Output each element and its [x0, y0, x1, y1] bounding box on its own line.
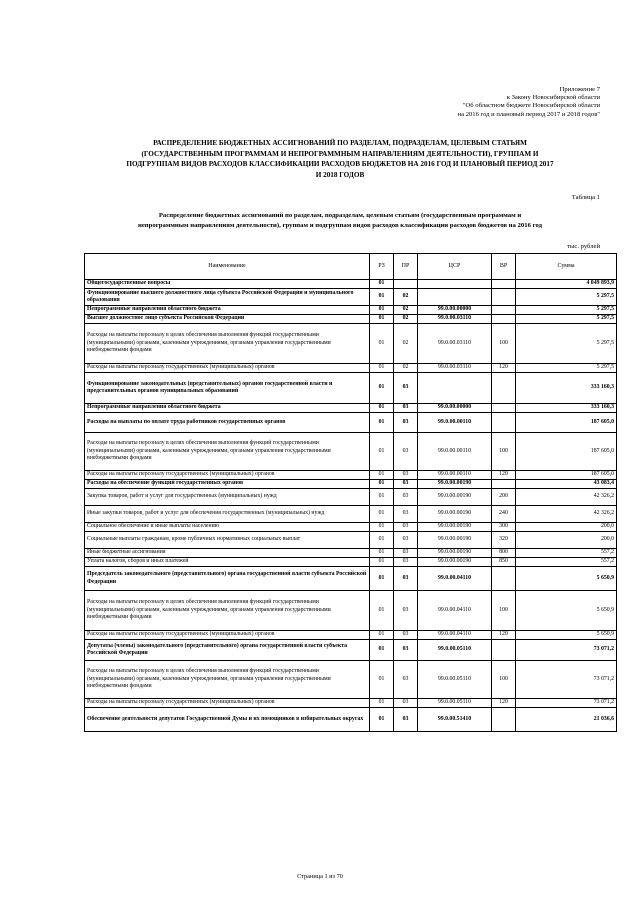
- cell-vr: [492, 404, 516, 413]
- cell-pr: 03: [394, 591, 418, 631]
- cell-name: Социальное обеспечение и иные выплаты населению: [85, 523, 370, 532]
- cell-pr: 03: [394, 471, 418, 480]
- cell-csr: 99.0.00.04110: [418, 631, 492, 640]
- cell-sum: 333 160,3: [516, 404, 617, 413]
- cell-pr: 03: [394, 567, 418, 591]
- table-row: [85, 364, 617, 373]
- table-row: [85, 489, 617, 506]
- cell-vr: 320: [492, 532, 516, 549]
- cell-csr: 99.0.00.00110: [418, 471, 492, 480]
- table-row: [85, 324, 617, 364]
- table-row: [85, 480, 617, 489]
- cell-rz: 01: [370, 558, 394, 567]
- cell-rz: 01: [370, 532, 394, 549]
- title-line: (ГОСУДАРСТВЕННЫМ ПРОГРАММАМ И НЕПРОГРАММНЫМ НАПРАВЛЕНИЯМ ДЕЯТЕЛЬНОСТИ), ГРУППАМ И: [141, 149, 539, 158]
- column-header-vr: ВР: [492, 254, 516, 280]
- cell-vr: [492, 289, 516, 306]
- cell-vr: 100: [492, 591, 516, 631]
- cell-csr: 99.0.00.00000: [418, 306, 492, 315]
- cell-pr: 03: [394, 489, 418, 506]
- cell-pr: 03: [394, 640, 418, 661]
- appendix-line: на 2016 год и плановый период 2017 и 2018 годов": [457, 110, 600, 118]
- table-row: [85, 567, 617, 591]
- cell-vr: 850: [492, 558, 516, 567]
- cell-vr: [492, 480, 516, 489]
- cell-sum: 73 071,2: [516, 661, 617, 699]
- cell-vr: [492, 413, 516, 433]
- cell-vr: 120: [492, 364, 516, 373]
- budget-table: [84, 253, 617, 732]
- cell-vr: [492, 708, 516, 732]
- cell-name: Иные закупки товаров, работ и услуг для обеспечения государственных (муниципальных) нужд: [85, 506, 370, 523]
- cell-pr: 03: [394, 404, 418, 413]
- cell-rz: 01: [370, 489, 394, 506]
- cell-pr: 03: [394, 631, 418, 640]
- cell-sum: 73 071,2: [516, 640, 617, 661]
- cell-csr: 99.0.00.04110: [418, 567, 492, 591]
- cell-name: Расходы на выплаты персоналу в целях обеспечения выполнения функций государственными (муниципальными) органами, казенными учреждениями, органами управления государственными внебюджетными фондами: [85, 433, 370, 471]
- cell-pr: 02: [394, 324, 418, 364]
- appendix-header: [458, 86, 600, 119]
- appendix-line: Приложение 7: [559, 86, 600, 93]
- cell-vr: 120: [492, 471, 516, 480]
- cell-csr: 99.0.00.05110: [418, 699, 492, 708]
- cell-csr: 99.0.00.00110: [418, 413, 492, 433]
- cell-csr: [418, 289, 492, 306]
- cell-sum: 5 650,9: [516, 591, 617, 631]
- cell-name: Общегосударственные вопросы: [85, 280, 370, 289]
- table-number: Таблица 1: [571, 194, 600, 201]
- title-line: ПОДГРУППАМ ВИДОВ РАСХОДОВ КЛАССИФИКАЦИИ РАСХОДОВ БЮДЖЕТОВ НА 2016 ГОД И ПЛАНОВЫЙ ПЕРИОД 2017: [126, 160, 554, 168]
- cell-name: Расходы на обеспечение функций государственных органов: [85, 480, 370, 489]
- cell-sum: 187 605,0: [516, 433, 617, 471]
- cell-csr: 99.0.00.03110: [418, 364, 492, 373]
- cell-vr: [492, 306, 516, 315]
- table-row: [85, 699, 617, 708]
- cell-csr: 99.0.00.51410: [418, 708, 492, 732]
- table-row: [85, 661, 617, 699]
- cell-sum: 4 049 893,9: [516, 280, 617, 289]
- cell-rz: 01: [370, 567, 394, 591]
- cell-csr: 99.0.00.04110: [418, 591, 492, 631]
- table-row: [85, 523, 617, 532]
- cell-name: Уплата налогов, сборов и иных платежей: [85, 558, 370, 567]
- cell-pr: 03: [394, 506, 418, 523]
- cell-name: Расходы на выплаты персоналу государственных (муниципальных) органов: [85, 699, 370, 708]
- table-row: [85, 640, 617, 661]
- cell-csr: 99.0.00.00110: [418, 433, 492, 471]
- cell-pr: 03: [394, 532, 418, 549]
- cell-name: Высшее должностное лицо субъекта Российской Федерации: [85, 315, 370, 324]
- cell-name: Расходы на выплаты персоналу в целях обеспечения выполнения функций государственными (муниципальными) органами, казенными учреждениями, органами управления государственными внебюджетными фондами: [85, 661, 370, 699]
- cell-csr: 99.0.00.05110: [418, 640, 492, 661]
- cell-csr: 99.0.00.00190: [418, 506, 492, 523]
- cell-pr: 03: [394, 373, 418, 404]
- cell-csr: 99.0.00.00190: [418, 489, 492, 506]
- cell-csr: 99.0.00.00000: [418, 404, 492, 413]
- subtitle-line: Распределение бюджетных ассигнований по разделам, подразделам, целевым статьям (государственным программам и: [158, 212, 522, 219]
- cell-sum: 200,0: [516, 532, 617, 549]
- cell-pr: 02: [394, 289, 418, 306]
- cell-rz: 01: [370, 591, 394, 631]
- cell-csr: 99.0.00.00190: [418, 558, 492, 567]
- table-row: [85, 631, 617, 640]
- cell-pr: 03: [394, 480, 418, 489]
- cell-rz: 01: [370, 306, 394, 315]
- cell-sum: 42 326,2: [516, 489, 617, 506]
- cell-sum: 5 297,5: [516, 315, 617, 324]
- cell-name: Депутаты (члены) законодательного (представительного) органа государственной власти субъекта Российской Федерации: [85, 640, 370, 661]
- cell-sum: 5 650,9: [516, 567, 617, 591]
- cell-rz: 01: [370, 404, 394, 413]
- cell-csr: 99.0.00.05110: [418, 661, 492, 699]
- table-body: [85, 280, 617, 732]
- cell-name: Закупка товаров, работ и услуг для государственных (муниципальных) нужд: [85, 489, 370, 506]
- cell-rz: 01: [370, 631, 394, 640]
- table-row: [85, 280, 617, 289]
- cell-name: Функционирование законодательных (представительных) органов государственной власти и представительных органов муниципальных образований: [85, 373, 370, 404]
- table-row: [85, 549, 617, 558]
- cell-sum: 5 297,5: [516, 364, 617, 373]
- table-row: [85, 413, 617, 433]
- table-row: [85, 471, 617, 480]
- table-row: [85, 289, 617, 306]
- cell-name: Расходы на выплаты персоналу государственных (муниципальных) органов: [85, 471, 370, 480]
- cell-csr: 99.0.00.03110: [418, 324, 492, 364]
- cell-name: Расходы на выплаты по оплате труда работников государственных органов: [85, 413, 370, 433]
- column-header-csr: ЦСР: [418, 254, 492, 280]
- cell-csr: 99.0.00.03110: [418, 315, 492, 324]
- cell-pr: [394, 280, 418, 289]
- document-title: [80, 138, 600, 180]
- cell-rz: 01: [370, 324, 394, 364]
- cell-sum: 42 326,2: [516, 506, 617, 523]
- cell-name: Расходы на выплаты персоналу государственных (муниципальных) органов: [85, 364, 370, 373]
- table-header-row: [85, 254, 617, 280]
- cell-pr: 03: [394, 558, 418, 567]
- column-header-sum: Сумма: [516, 254, 617, 280]
- cell-sum: 73 071,2: [516, 699, 617, 708]
- cell-pr: 03: [394, 708, 418, 732]
- cell-rz: 01: [370, 364, 394, 373]
- column-header-rz: РЗ: [370, 254, 394, 280]
- cell-csr: [418, 280, 492, 289]
- cell-sum: 187 605,0: [516, 413, 617, 433]
- table-row: [85, 315, 617, 324]
- cell-csr: 99.0.00.00190: [418, 523, 492, 532]
- cell-vr: 100: [492, 324, 516, 364]
- cell-rz: 01: [370, 699, 394, 708]
- cell-name: Непрограммные направления областного бюджета: [85, 404, 370, 413]
- cell-sum: 557,2: [516, 558, 617, 567]
- cell-rz: 01: [370, 471, 394, 480]
- cell-pr: 03: [394, 433, 418, 471]
- cell-vr: 300: [492, 523, 516, 532]
- cell-name: Расходы на выплаты персоналу государственных (муниципальных) органов: [85, 631, 370, 640]
- cell-sum: 5 297,5: [516, 289, 617, 306]
- cell-name: Председатель законодательного (представительного) органа государственной власти субъекта Российской Федерации: [85, 567, 370, 591]
- cell-sum: 43 083,4: [516, 480, 617, 489]
- cell-pr: 03: [394, 549, 418, 558]
- cell-name: Социальные выплаты гражданам, кроме публичных нормативных социальных выплат: [85, 532, 370, 549]
- cell-pr: 02: [394, 364, 418, 373]
- cell-vr: [492, 373, 516, 404]
- cell-name: Непрограммные направления областного бюджета: [85, 306, 370, 315]
- cell-rz: 01: [370, 413, 394, 433]
- units-label: тыс. рублей: [567, 243, 600, 250]
- cell-name: Иные бюджетные ассигнования: [85, 549, 370, 558]
- cell-sum: 187 605,0: [516, 471, 617, 480]
- table-row: [85, 532, 617, 549]
- cell-vr: [492, 567, 516, 591]
- cell-vr: 100: [492, 661, 516, 699]
- table-row: [85, 433, 617, 471]
- cell-csr: 99.0.00.00190: [418, 532, 492, 549]
- cell-vr: 100: [492, 433, 516, 471]
- cell-name: Расходы на выплаты персоналу в целях обеспечения выполнения функций государственными (муниципальными) органами, казенными учреждениями, органами управления государственными внебюджетными фондами: [85, 324, 370, 364]
- cell-pr: 03: [394, 661, 418, 699]
- cell-rz: 01: [370, 523, 394, 532]
- cell-vr: 240: [492, 506, 516, 523]
- cell-vr: [492, 280, 516, 289]
- cell-sum: 5 297,5: [516, 324, 617, 364]
- cell-sum: 200,0: [516, 523, 617, 532]
- table-row: [85, 404, 617, 413]
- cell-name: Расходы на выплаты персоналу в целях обеспечения выполнения функций государственными (муниципальными) органами, казенными учреждениями, органами управления государственными внебюджетными фондами: [85, 591, 370, 631]
- page-footer: Страница 1 из 70: [297, 873, 343, 880]
- cell-rz: 01: [370, 506, 394, 523]
- title-line: РАСПРЕДЕЛЕНИЕ БЮДЖЕТНЫХ АССИГНОВАНИЙ ПО РАЗДЕЛАМ, ПОДРАЗДЕЛАМ, ЦЕЛЕВЫМ СТАТЬЯМ: [153, 139, 527, 147]
- cell-rz: 01: [370, 708, 394, 732]
- table-row: [85, 373, 617, 404]
- cell-pr: 03: [394, 699, 418, 708]
- cell-rz: 01: [370, 661, 394, 699]
- appendix-line: "Об областном бюджете Новосибирской области: [462, 102, 600, 110]
- cell-vr: [492, 640, 516, 661]
- cell-rz: 01: [370, 640, 394, 661]
- cell-sum: 21 036,6: [516, 708, 617, 732]
- cell-rz: 01: [370, 549, 394, 558]
- cell-sum: 333 160,3: [516, 373, 617, 404]
- cell-rz: 01: [370, 480, 394, 489]
- table-row: [85, 708, 617, 732]
- column-header-pr: ПР: [394, 254, 418, 280]
- cell-vr: 200: [492, 489, 516, 506]
- cell-pr: 02: [394, 315, 418, 324]
- table-row: [85, 591, 617, 631]
- cell-rz: 01: [370, 280, 394, 289]
- cell-vr: 120: [492, 631, 516, 640]
- cell-rz: 01: [370, 315, 394, 324]
- table-subtitle: [80, 211, 600, 230]
- table-row: [85, 306, 617, 315]
- cell-vr: 800: [492, 549, 516, 558]
- cell-rz: 01: [370, 289, 394, 306]
- cell-sum: 5 297,5: [516, 306, 617, 315]
- cell-pr: 02: [394, 306, 418, 315]
- cell-pr: 03: [394, 413, 418, 433]
- subtitle-line: непрограммным направлениям деятельности), группам и подгруппам видов расходов классификации расходов бюджетов на 2016 год: [137, 221, 542, 229]
- title-line: И 2018 ГОДОВ: [315, 170, 365, 179]
- table-row: [85, 558, 617, 567]
- cell-vr: [492, 315, 516, 324]
- table-row: [85, 506, 617, 523]
- column-header-name: Наименование: [85, 254, 370, 280]
- cell-vr: 120: [492, 699, 516, 708]
- cell-sum: 5 650,9: [516, 631, 617, 640]
- cell-csr: 99.0.00.00190: [418, 480, 492, 489]
- appendix-line: к Закону Новосибирской области: [506, 94, 600, 102]
- cell-csr: 99.0.00.00190: [418, 549, 492, 558]
- cell-name: Обеспечение деятельности депутатов Государственной Думы и их помощников в избирательных округах: [85, 708, 370, 732]
- cell-csr: [418, 373, 492, 404]
- cell-rz: 01: [370, 373, 394, 404]
- cell-name: Функционирование высшего должностного лица субъекта Российской Федерации и муниципального образования: [85, 289, 370, 306]
- cell-pr: 03: [394, 523, 418, 532]
- cell-sum: 557,2: [516, 549, 617, 558]
- cell-rz: 01: [370, 433, 394, 471]
